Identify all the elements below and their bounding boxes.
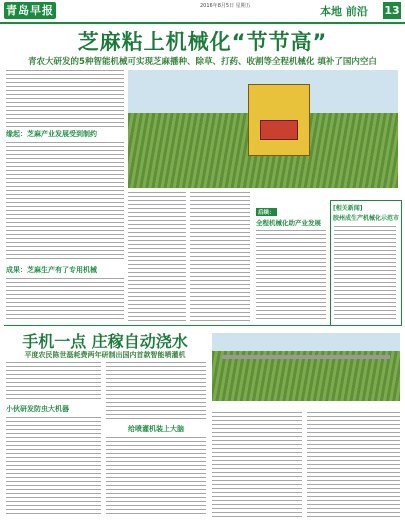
page-number: 13 (384, 4, 400, 17)
article-text-block (256, 230, 326, 322)
masthead (0, 0, 405, 24)
machine-tank (260, 120, 298, 140)
article-text-block (212, 412, 302, 517)
logo-text: 青岛早报 (6, 4, 54, 17)
main-photo (128, 70, 398, 188)
main-subhead: 青农大研发的5种智能机械可实现芝麻播种、除草、打药、收割等全程机械化 填补了国内空白 (28, 57, 377, 67)
related-tag: [相关新闻] (333, 205, 363, 212)
irrigation-photo (212, 333, 400, 401)
article-text-block (6, 142, 124, 262)
article-text-block (6, 70, 124, 128)
photo-caption (212, 402, 400, 410)
section-name: 本地 前沿 (320, 5, 368, 18)
article-text-block (6, 362, 101, 402)
divider (4, 325, 401, 326)
article-text-block (6, 417, 101, 517)
story-headline: 手机一点 庄稼自动浇水 (22, 332, 188, 351)
article-text-block (190, 192, 250, 322)
story-subhead: 平度农民陈世磊耗费两年研制出国内首款智能喷灌机 (24, 351, 186, 359)
article-text-block (6, 278, 124, 322)
article-text-block (334, 226, 396, 320)
followup-tag: 后续： (258, 210, 275, 216)
main-headline: 芝麻粘上机械化“节节高” (77, 30, 328, 54)
date-line: 2016年8月5日 星期五 (200, 3, 251, 9)
article-text-block (106, 437, 206, 517)
irrigation-boom (222, 355, 390, 359)
followup-heading: 全程机械化助产业发展 (256, 219, 321, 227)
related-heading: 胶州成生产机械化示范市 (333, 215, 400, 222)
story-subheading-1: 小伙研发防虫大机器 (6, 405, 101, 414)
article-text-block (106, 362, 206, 422)
story-subheading-2: 给喷灌机装上大脑 (106, 425, 206, 434)
section-heading-origin: 缘起：芝麻产业发展受到制约 (6, 130, 124, 139)
article-text-block (128, 192, 186, 322)
article-text-block (307, 412, 400, 517)
newspaper-logo (4, 2, 56, 19)
section-heading-result: 成果：芝麻生产有了专用机械 (6, 266, 124, 275)
